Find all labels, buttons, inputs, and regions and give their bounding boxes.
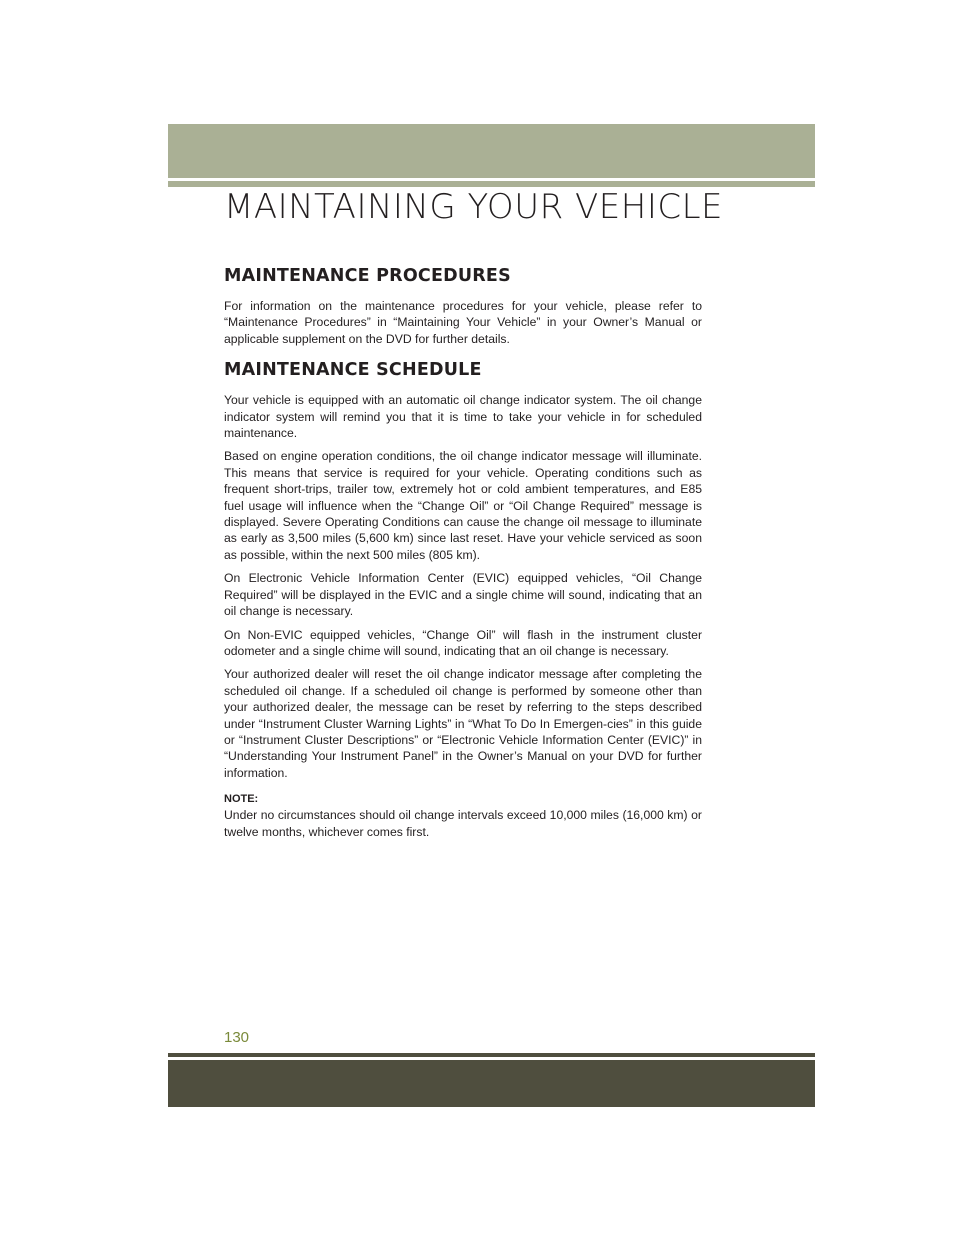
section-maintenance-procedures <box>224 263 702 347</box>
body-paragraph: Your authorized dealer will reset the oil change indicator message after completing the scheduled oil change. If a scheduled oil change is performed by someone other than your authorized dealer, the message can be reset by referring to the steps described under “Instrument Cluster Warning Lights” in “What To Do In Emergen-cies” in this guide or “Instrument Cluster Descriptions” or “Electronic Vehicle Information Center (EVIC)” in “Understanding Your Instrument Panel” in the Owner’s Manual on your DVD for further information. <box>224 667 702 780</box>
page-number: 130 <box>224 1029 250 1046</box>
note-label: NOTE: <box>224 793 259 806</box>
body-paragraph: Your vehicle is equipped with an automatic oil change indicator system. The oil change indicator system will remind you that it is time to take your vehicle in for scheduled maintenance. <box>224 393 702 441</box>
body-paragraph: On Electronic Vehicle Information Center (EVIC) equipped vehicles, “Oil Change Required” will be displayed in the EVIC and a single chime will sound, indicating that an oil change is necessary. <box>224 571 702 619</box>
section-heading: MAINTENANCE PROCEDURES <box>224 266 511 286</box>
header-band <box>168 124 815 178</box>
section-heading: MAINTENANCE SCHEDULE <box>224 360 482 381</box>
body-paragraph: On Non-EVIC equipped vehicles, “Change Oil” will flash in the instrument cluster odometer and a single chime will sound, indicating that an oil change is necessary. <box>224 627 702 658</box>
section-maintenance-schedule <box>224 357 702 840</box>
footer-band <box>168 1060 815 1107</box>
chapter-title: MAINTAINING YOUR VEHICLE <box>224 187 724 227</box>
body-paragraph: For information on the maintenance procedures for your vehicle, please refer to “Maintenance Procedures” in “Maintaining Your Vehicle” in your Owner’s Manual or applicable supplement on the DVD for further details. <box>224 299 702 346</box>
body-paragraph: Based on engine operation conditions, the oil change indicator message will illuminate. This means that service is required for your vehicle. Operating conditions such as frequent short-trips, trailer tow, extremely hot or cold ambient temperatures, and E85 fuel usage will influence when the “Change Oil” or “Oil Change Required” message is displayed. Severe Operating Conditions can cause the change oil message to illuminate as early as 3,500 miles (5,600 km) since last reset. Have your vehicle serviced as soon as possible, within the next 500 miles (805 km). <box>224 449 702 562</box>
page-content <box>224 263 702 847</box>
note-text: Under no circumstances should oil change intervals exceed 10,000 miles (16,000 km) or twelve months, whichever comes first. <box>224 808 702 839</box>
footer-rule <box>168 1053 815 1057</box>
